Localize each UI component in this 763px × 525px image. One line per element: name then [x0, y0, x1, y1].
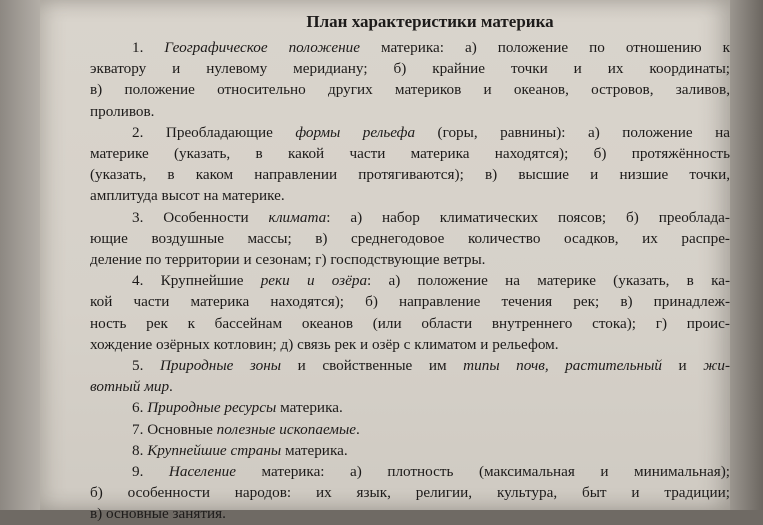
text-segment: в) основные занятия. [90, 505, 226, 523]
page-title: План характеристики материка [306, 12, 554, 31]
text-segment: экватору и нулевому меридиану; б) крайние точки и их координаты; [90, 60, 730, 78]
text-segment: (горы, равнины): а) положение на [415, 123, 730, 141]
text-segment: ность рек к бассейнам океанов (или области внутреннего стока); г) проис- [90, 314, 730, 332]
text-segment: материка: а) плотность (максимальная и минимальная); [235, 463, 730, 481]
italic-term: Природные зоны [159, 357, 282, 375]
italic-term: Географическое положение [164, 39, 360, 56]
text-line [90, 313, 730, 334]
text-segment: 6. [132, 399, 148, 417]
italic-term: жи- [703, 357, 731, 375]
text-line [90, 164, 730, 185]
text-segment: и свойственные им [281, 357, 464, 375]
text-segment: (указать, в каком направлении протягиваются); в) высшие и низшие точки, [90, 166, 730, 184]
text-segment: 1. [132, 39, 165, 56]
text-line [90, 482, 730, 503]
text-segment: 4. Крупнейшие [132, 272, 261, 290]
text-segment: 3. Особенности [132, 208, 269, 226]
text-line [90, 355, 730, 376]
italic-term: реки и озёра [260, 272, 368, 290]
text-segment: и [661, 357, 704, 375]
text-segment: материка: а) положение по отношению к [359, 39, 730, 56]
text-segment: деление по территории и сезонам; г) господствующие ветры. [90, 251, 486, 269]
text-line [90, 334, 730, 355]
text-line [90, 440, 730, 461]
italic-term: вотный мир [90, 378, 170, 396]
text-line [90, 249, 730, 270]
text-segment: проливов. [90, 102, 155, 120]
text-segment: : а) положение на материке (указать, в ка- [367, 272, 731, 290]
text-segment: . [169, 378, 173, 396]
text-line [90, 101, 730, 122]
text-segment: материка. [281, 441, 348, 459]
text-segment: 8. [132, 441, 148, 459]
text-segment: амплитуда высот на материке. [90, 187, 285, 205]
text-line [90, 185, 730, 206]
text-line [90, 207, 730, 228]
text-line [90, 461, 730, 482]
text-line [90, 270, 730, 291]
text-line [90, 79, 730, 100]
text-segment: б) особенности народов: их язык, религии, культура, быт и традиции; [90, 484, 730, 502]
text-segment: 5. [132, 357, 160, 375]
text-segment: материке (указать, в какой части материка находятся); б) протяжённость [90, 145, 730, 163]
italic-term: Население [168, 463, 236, 481]
text-line [90, 122, 730, 143]
text-segment: хождение озёрных котловин; д) связь рек и озёр с климатом и рельефом. [90, 335, 559, 353]
italic-term: полезные ископаемые [216, 420, 357, 438]
italic-term: формы рельефа [295, 123, 416, 141]
text-segment: ющие воздушные массы; в) среднегодовое количество осадков, их распре- [90, 229, 730, 247]
text-line [90, 376, 730, 397]
italic-term: климата [268, 208, 327, 226]
plan-body [90, 37, 730, 525]
text-segment: 2. Преобладающие [132, 123, 296, 141]
text-line [90, 397, 730, 418]
text-segment: в) положение относительно других материков и океанов, островов, заливов, [90, 81, 730, 99]
text-line [90, 143, 730, 164]
text-line [90, 291, 730, 312]
italic-term: Природные ресурсы [147, 399, 277, 417]
text-segment: материка. [276, 399, 343, 417]
text-line [90, 58, 730, 79]
text-segment: 9. [132, 463, 169, 481]
italic-term: Крупнейшие страны [147, 441, 282, 459]
book-page [40, 0, 731, 523]
text-line [90, 503, 730, 524]
page-content [90, 10, 730, 525]
text-segment: 7. Основные [132, 420, 217, 438]
text-line [90, 228, 730, 249]
text-segment: : а) набор климатических поясов; б) преоблада- [326, 208, 730, 226]
text-line [90, 419, 730, 440]
italic-term: типы почв, растительный [463, 357, 662, 375]
text-line [90, 37, 730, 58]
text-segment: . [356, 420, 360, 438]
text-segment: кой части материка находятся); б) направление течения рек; в) принадлеж- [90, 293, 730, 311]
